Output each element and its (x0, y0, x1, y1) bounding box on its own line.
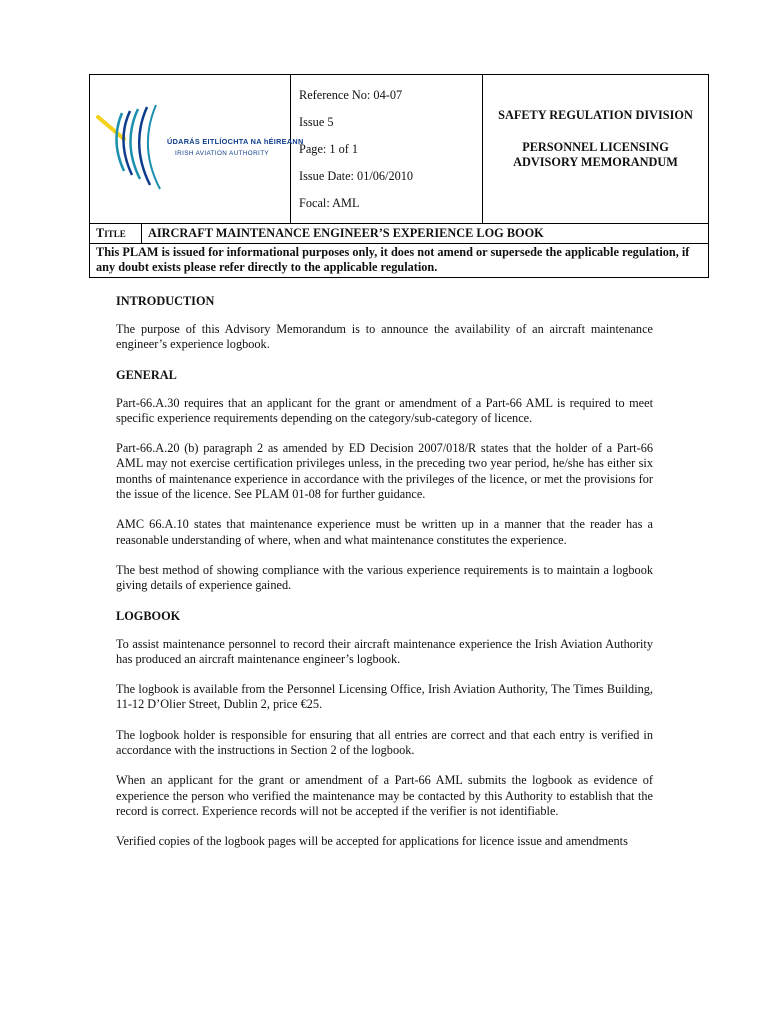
reference-number: Reference No: 04-07 (299, 88, 403, 102)
general-heading: GENERAL (116, 367, 177, 382)
division-name: SAFETY REGULATION DIVISION (498, 108, 693, 122)
page-count: Page: 1 of 1 (299, 142, 359, 156)
issue-date: Issue Date: 01/06/2010 (299, 169, 414, 183)
reference-cell (291, 75, 483, 223)
focal: Focal: AML (299, 196, 360, 210)
paragraph: Part-66.A.20 (b) paragraph 2 as amended by ED Decision 2007/018/R states that the holder of a Part-66 AML may not exercise certification privileges unless, in the preceding two year period, he/she has either six months of maintenance experience in accordance with the privileges of the licence, or met the provisions for the issue of the licence. See PLAM 01-08 for further guidance. (116, 441, 653, 502)
header-top-row (90, 75, 708, 224)
header-table (89, 74, 709, 278)
introduction-heading: INTRODUCTION (116, 294, 215, 308)
logo-cell (90, 75, 304, 223)
paragraph: The best method of showing compliance with the various experience requirements is to maintain a logbook giving details of experience gained. (116, 562, 653, 593)
issue-number: Issue 5 (299, 115, 334, 129)
memo-type-line2: ADVISORY MEMORANDUM (513, 155, 678, 169)
paragraph: Verified copies of the logbook pages will be accepted for applications for licence issue and amendments (116, 834, 628, 849)
logo-english-name: IRISH AVIATION AUTHORITY (175, 150, 270, 157)
title-row (90, 224, 708, 244)
paragraph: When an applicant for the grant or amendment of a Part-66 AML submits the logbook as evidence of experience the person who verified the maintenance may be contacted by this Authority to establish that the record is correct. Experience records will not be accepted if the verifier is not identifiable. (116, 773, 653, 818)
division-cell (483, 75, 708, 223)
paragraph: The purpose of this Advisory Memorandum is to announce the availability of an aircraft maintenance engineer’s experience logbook. (116, 322, 653, 352)
document-body (116, 294, 653, 865)
paragraph: The logbook holder is responsible for ensuring that all entries are correct and that each entry is verified in accordance with the instructions in Section 2 of the logbook. (116, 727, 653, 758)
iaa-logo-icon (94, 97, 174, 197)
title-label: Title (90, 224, 142, 243)
paragraph: Part-66.A.30 requires that an applicant for the grant or amendment of a Part-66 AML is required to meet specific experience requirements depending on the category/sub-category of licence. (116, 395, 653, 425)
plam-notice: This PLAM is issued for informational purposes only, it does not amend or supersede the applicable regulation, if any doubt exists please refer directly to the applicable regulation. (96, 245, 690, 274)
logbook-heading: LOGBOOK (116, 608, 181, 623)
paragraph: To assist maintenance personnel to record their aircraft maintenance experience the Irish Aviation Authority has produced an aircraft maintenance engineer’s logbook. (116, 636, 653, 666)
paragraph: AMC 66.A.10 states that maintenance experience must be written up in a manner that the reader has a reasonable understanding of where, when and what maintenance constitutes the experience. (116, 517, 653, 547)
memo-type-line1: PERSONNEL LICENSING (522, 140, 669, 154)
paragraph: The logbook is available from the Personnel Licensing Office, Irish Aviation Authority, The Times Building, 11-12 D’Olier Street, Dublin 2, price €25. (116, 682, 653, 712)
document-title: AIRCRAFT MAINTENANCE ENGINEER’S EXPERIENCE LOG BOOK (148, 226, 544, 240)
logo-irish-name: ÚDARÁS EITLÍOCHTA NA hÉIREANN (167, 137, 304, 146)
